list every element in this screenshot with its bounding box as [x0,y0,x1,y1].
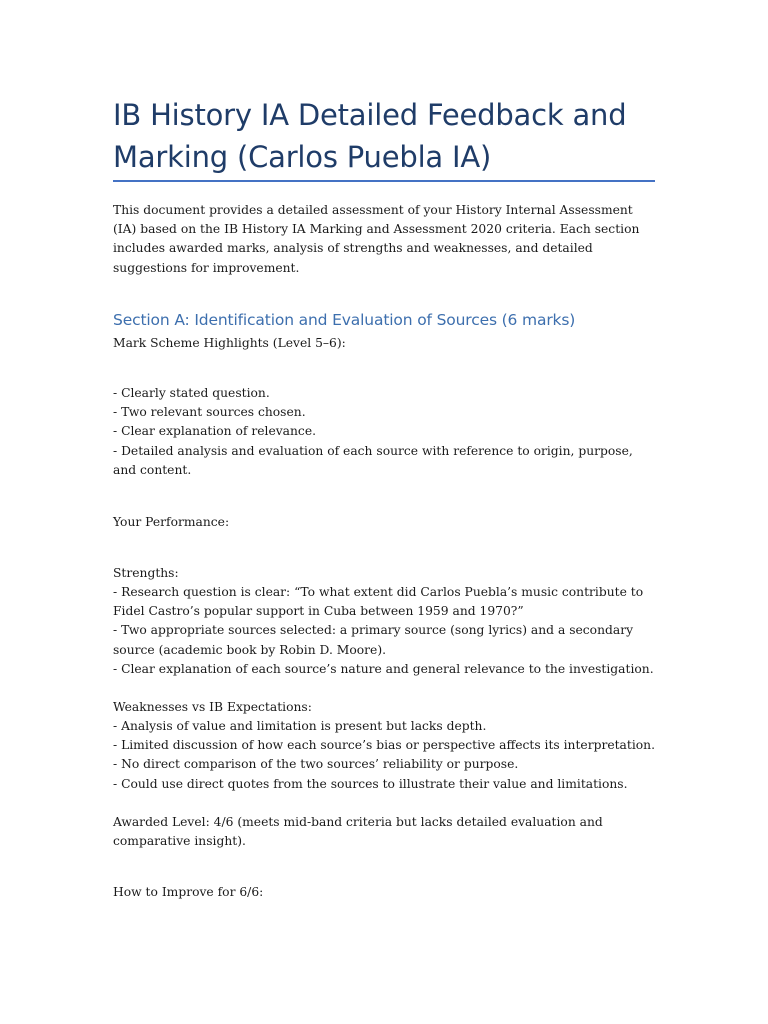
section-a-heading: Section A: Identification and Evaluation of Sources (6 marks) [113,311,576,329]
strengths-list [113,583,658,679]
mark-scheme-item: - Detailed analysis and evaluation of each source with reference to origin, purpose, and content. [113,443,633,477]
mark-scheme-label: Mark Scheme Highlights (Level 5–6): [113,336,346,350]
weakness-item: - Could use direct quotes from the sources to illustrate their value and limitations. [113,776,628,791]
document-title [113,94,655,178]
mark-scheme-item: - Clear explanation of relevance. [113,424,317,439]
intro-paragraph: This document provides a detailed assessment of your History Internal Assessment (IA) based on the IB History IA Marking and Assessment 2020 criteria. Each section includes awarded marks, analysis of strengths and weaknesses, and detailed suggestions for improvement. [113,203,640,275]
performance-label: Your Performance: [113,515,230,529]
strengths-label: Strengths: [113,566,179,580]
improve-label: How to Improve for 6/6: [113,885,264,899]
document-title-line-1: IB History IA Detailed Feedback and [113,98,627,132]
document-title-line-2: Marking (Carlos Puebla IA) [113,140,492,174]
mark-scheme-list [113,384,658,480]
weaknesses-list [113,717,658,794]
strength-item: - Clear explanation of each source’s nature and general relevance to the investigation. [113,661,654,676]
weaknesses-label: Weaknesses vs IB Expectations: [113,700,312,714]
strength-item: - Research question is clear: “To what extent did Carlos Puebla’s music contribute to Fidel Castro’s popular support in Cuba between 1959 and 1970?” [113,585,644,619]
mark-scheme-item: - Two relevant sources chosen. [113,405,306,420]
title-underline-rule [113,180,655,182]
awarded-level: Awarded Level: 4/6 (meets mid-band criteria but lacks detailed evaluation and comparative insight). [113,815,603,849]
weakness-item: - No direct comparison of the two sources’ reliability or purpose. [113,757,519,772]
weakness-item: - Limited discussion of how each source’s bias or perspective affects its interpretation. [113,738,655,753]
strength-item: - Two appropriate sources selected: a primary source (song lyrics) and a secondary source (academic book by Robin D. Moore). [113,623,634,657]
weakness-item: - Analysis of value and limitation is present but lacks depth. [113,719,487,733]
mark-scheme-item: - Clearly stated question. [113,386,270,400]
